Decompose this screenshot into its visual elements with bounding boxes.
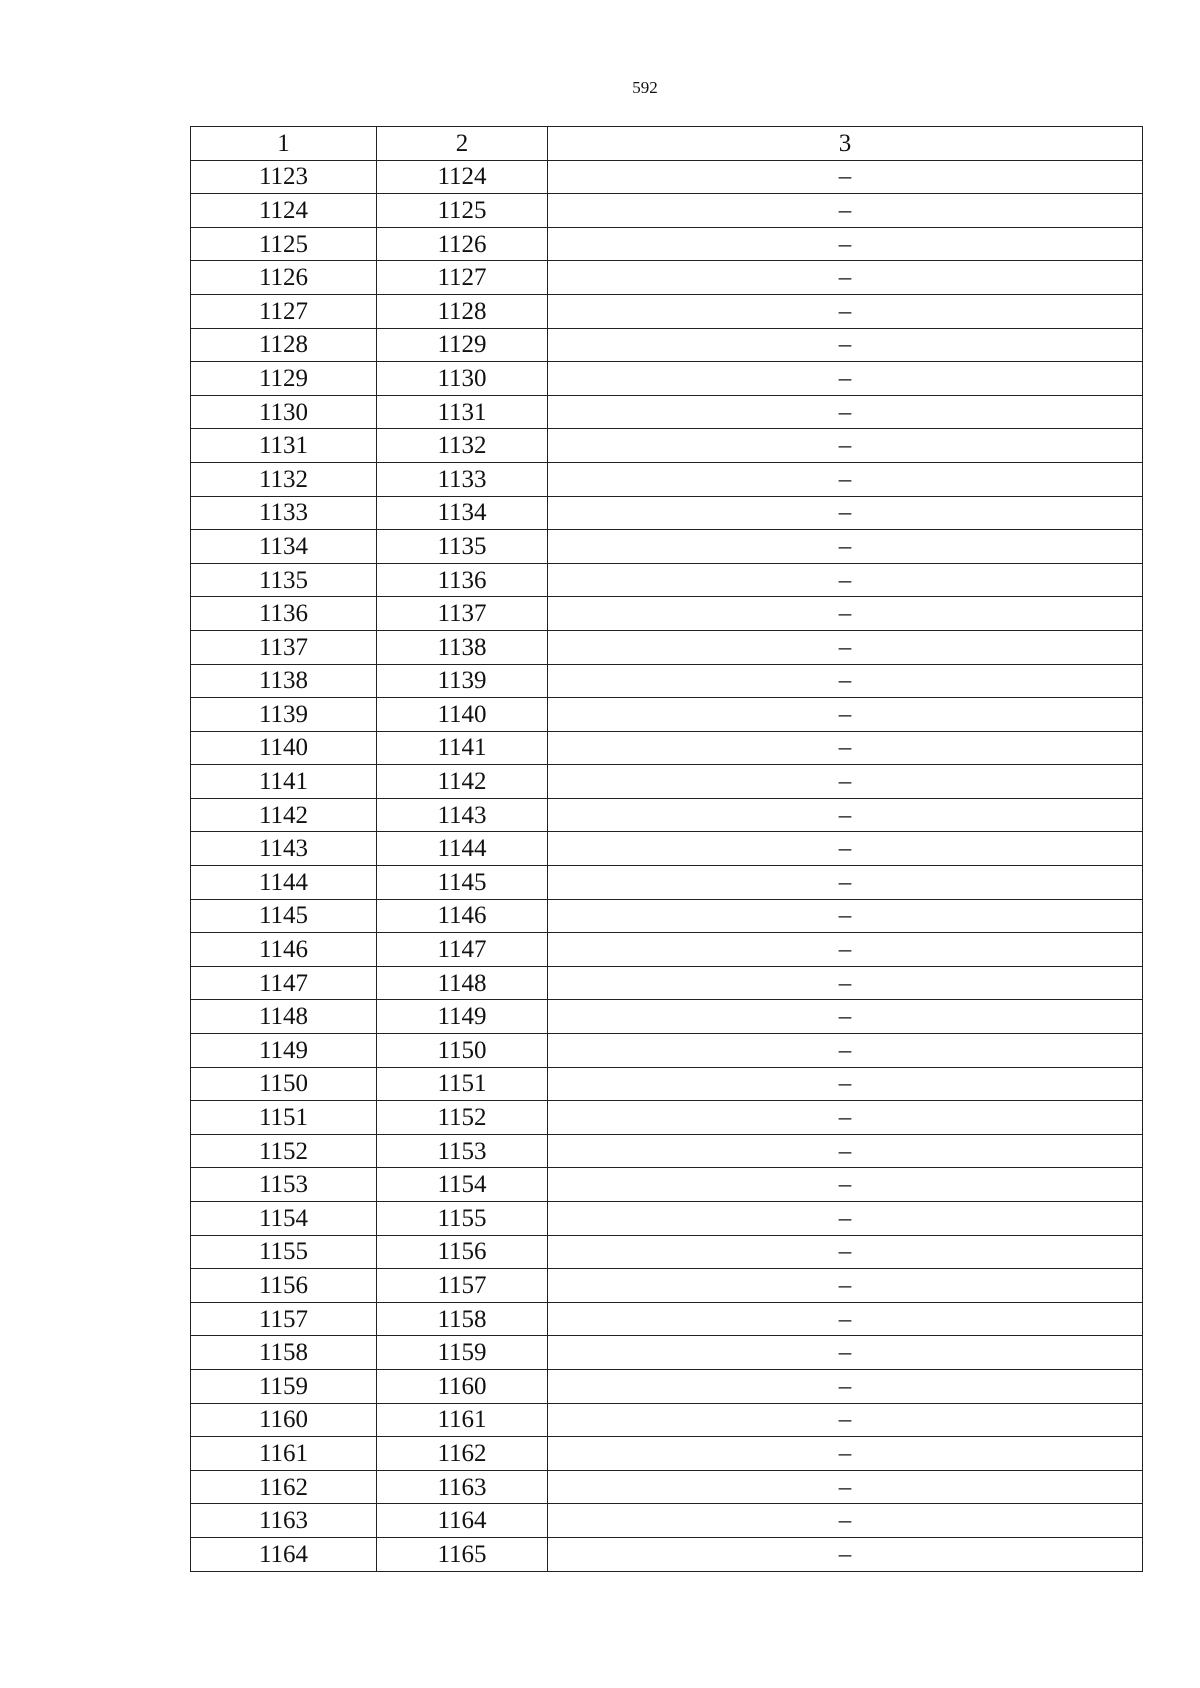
table-cell-col-1: 1144 [191,866,377,900]
table-cell-col-1: 1128 [191,328,377,362]
table-row [191,1235,1143,1269]
table-cell-col-3: – [548,1504,1143,1538]
table-cell-col-2: 1155 [377,1202,548,1236]
table-cell-col-1: 1136 [191,597,377,631]
table-cell-col-2: 1137 [377,597,548,631]
table-cell-col-3: – [548,664,1143,698]
table-cell-col-1: 1139 [191,698,377,732]
table-cell-col-1: 1155 [191,1235,377,1269]
table-cell-col-3: – [548,899,1143,933]
table-cell-col-3: – [548,1336,1143,1370]
table-row [191,429,1143,463]
table-cell-col-1: 1123 [191,160,377,194]
table-cell-col-3: – [548,798,1143,832]
table-cell-col-1: 1140 [191,731,377,765]
table-cell-col-3: – [548,1437,1143,1471]
table-cell-col-3: – [548,630,1143,664]
table-cell-col-1: 1159 [191,1369,377,1403]
header-row [191,127,1143,161]
table-cell-col-1: 1153 [191,1168,377,1202]
table-cell-col-2: 1126 [377,227,548,261]
page-number: 592 [632,78,658,97]
table-cell-col-3: – [548,1537,1143,1571]
table-cell-col-2: 1162 [377,1437,548,1471]
table-cell-col-3: – [548,462,1143,496]
table-cell-col-2: 1144 [377,832,548,866]
table-cell-col-2: 1130 [377,362,548,396]
table-cell-col-1: 1130 [191,395,377,429]
table-row [191,328,1143,362]
table-cell-col-3: – [548,362,1143,396]
table-cell-col-2: 1149 [377,1000,548,1034]
table-row [191,966,1143,1000]
table-cell-col-2: 1150 [377,1034,548,1068]
table-cell-col-2: 1164 [377,1504,548,1538]
table-row [191,899,1143,933]
table-cell-col-3: – [548,1403,1143,1437]
table-row [191,563,1143,597]
table-cell-col-1: 1162 [191,1470,377,1504]
table-cell-col-1: 1158 [191,1336,377,1370]
table-row [191,1302,1143,1336]
table-cell-col-1: 1132 [191,462,377,496]
table-row [191,1369,1143,1403]
table-cell-col-2: 1151 [377,1067,548,1101]
table-cell-col-2: 1161 [377,1403,548,1437]
table-cell-col-1: 1137 [191,630,377,664]
table-cell-col-3: – [548,395,1143,429]
table-cell-col-2: 1145 [377,866,548,900]
table-cell-col-2: 1159 [377,1336,548,1370]
table-cell-col-2: 1133 [377,462,548,496]
table-cell-col-3: – [548,1067,1143,1101]
table-cell-col-3: – [548,1034,1143,1068]
table-body [191,160,1143,1571]
table-row [191,832,1143,866]
table-cell-col-3: – [548,1302,1143,1336]
table-cell-col-1: 1129 [191,362,377,396]
table-cell-col-3: – [548,563,1143,597]
table-row [191,294,1143,328]
table-cell-col-3: – [548,1168,1143,1202]
table-cell-col-1: 1160 [191,1403,377,1437]
table-row [191,362,1143,396]
table-row [191,1537,1143,1571]
column-header-2: 2 [377,127,548,161]
table-row [191,530,1143,564]
table-cell-col-3: – [548,1369,1143,1403]
table-cell-col-3: – [548,832,1143,866]
table-cell-col-1: 1127 [191,294,377,328]
table-cell-col-2: 1131 [377,395,548,429]
column-header-1: 1 [191,127,377,161]
table-cell-col-3: – [548,1470,1143,1504]
table-cell-col-3: – [548,261,1143,295]
table-cell-col-2: 1153 [377,1134,548,1168]
table-row [191,1504,1143,1538]
table-cell-col-1: 1147 [191,966,377,1000]
table-cell-col-1: 1164 [191,1537,377,1571]
table-cell-col-2: 1157 [377,1269,548,1303]
table-row [191,1470,1143,1504]
table-cell-col-2: 1154 [377,1168,548,1202]
table-cell-col-3: – [548,1202,1143,1236]
table-row [191,1034,1143,1068]
table-cell-col-1: 1152 [191,1134,377,1168]
table-row [191,1067,1143,1101]
table-cell-col-3: – [548,933,1143,967]
table-cell-col-3: – [548,966,1143,1000]
table-cell-col-2: 1124 [377,160,548,194]
table-row [191,933,1143,967]
table-cell-col-3: – [548,731,1143,765]
table-cell-col-3: – [548,530,1143,564]
table-cell-col-3: – [548,1000,1143,1034]
table-row [191,496,1143,530]
table-row [191,630,1143,664]
table-cell-col-1: 1156 [191,1269,377,1303]
table-cell-col-3: – [548,227,1143,261]
table-cell-col-3: – [548,1235,1143,1269]
table-cell-col-3: – [548,1269,1143,1303]
table-cell-col-1: 1125 [191,227,377,261]
table-cell-col-3: – [548,765,1143,799]
table-cell-col-1: 1133 [191,496,377,530]
table-header [191,127,1143,161]
table-cell-col-2: 1135 [377,530,548,564]
table-cell-col-1: 1161 [191,1437,377,1471]
table-row [191,866,1143,900]
table-cell-col-3: – [548,866,1143,900]
table-cell-col-3: – [548,597,1143,631]
table-cell-col-2: 1138 [377,630,548,664]
table-cell-col-2: 1146 [377,899,548,933]
table-cell-col-2: 1134 [377,496,548,530]
table-cell-col-1: 1134 [191,530,377,564]
table-cell-col-2: 1163 [377,1470,548,1504]
table-cell-col-1: 1138 [191,664,377,698]
table-cell-col-1: 1163 [191,1504,377,1538]
table-cell-col-1: 1146 [191,933,377,967]
table-cell-col-2: 1142 [377,765,548,799]
table-cell-col-2: 1127 [377,261,548,295]
table-cell-col-2: 1141 [377,731,548,765]
table-cell-col-3: – [548,1134,1143,1168]
table-cell-col-1: 1126 [191,261,377,295]
table-row [191,731,1143,765]
table-row [191,1437,1143,1471]
table-cell-col-3: – [548,429,1143,463]
table-cell-col-1: 1148 [191,1000,377,1034]
table-cell-col-2: 1160 [377,1369,548,1403]
table-row [191,664,1143,698]
table-cell-col-2: 1136 [377,563,548,597]
table-cell-col-2: 1125 [377,194,548,228]
table-cell-col-1: 1143 [191,832,377,866]
table-row [191,1101,1143,1135]
table-cell-col-1: 1145 [191,899,377,933]
table-row [191,798,1143,832]
table-row [191,597,1143,631]
table-cell-col-3: – [548,328,1143,362]
table-row [191,160,1143,194]
table-row [191,194,1143,228]
table-cell-col-3: – [548,698,1143,732]
table-cell-col-3: – [548,1101,1143,1135]
table-cell-col-2: 1128 [377,294,548,328]
table-cell-col-2: 1152 [377,1101,548,1135]
table-cell-col-1: 1149 [191,1034,377,1068]
data-table [190,126,1143,1572]
table-cell-col-1: 1141 [191,765,377,799]
table-cell-col-1: 1135 [191,563,377,597]
table-cell-col-3: – [548,294,1143,328]
table-row [191,1168,1143,1202]
table-cell-col-3: – [548,194,1143,228]
table-row [191,1134,1143,1168]
table-row [191,462,1143,496]
table-cell-col-2: 1158 [377,1302,548,1336]
table-cell-col-2: 1147 [377,933,548,967]
table-cell-col-1: 1154 [191,1202,377,1236]
table-cell-col-2: 1148 [377,966,548,1000]
table-row [191,1336,1143,1370]
table-row [191,698,1143,732]
table-row [191,395,1143,429]
table-cell-col-3: – [548,496,1143,530]
table-cell-col-2: 1140 [377,698,548,732]
table-cell-col-1: 1151 [191,1101,377,1135]
table-cell-col-1: 1124 [191,194,377,228]
table-cell-col-3: – [548,160,1143,194]
table-cell-col-1: 1131 [191,429,377,463]
table-row [191,1269,1143,1303]
table-cell-col-1: 1157 [191,1302,377,1336]
table-cell-col-1: 1142 [191,798,377,832]
table-row [191,1403,1143,1437]
table-cell-col-2: 1143 [377,798,548,832]
table-row [191,765,1143,799]
table-cell-col-2: 1156 [377,1235,548,1269]
table-row [191,261,1143,295]
column-header-3: 3 [548,127,1143,161]
table-cell-col-2: 1165 [377,1537,548,1571]
table-cell-col-2: 1139 [377,664,548,698]
table-row [191,1202,1143,1236]
table-row [191,1000,1143,1034]
table-row [191,227,1143,261]
table-cell-col-2: 1129 [377,328,548,362]
table-cell-col-2: 1132 [377,429,548,463]
table-cell-col-1: 1150 [191,1067,377,1101]
